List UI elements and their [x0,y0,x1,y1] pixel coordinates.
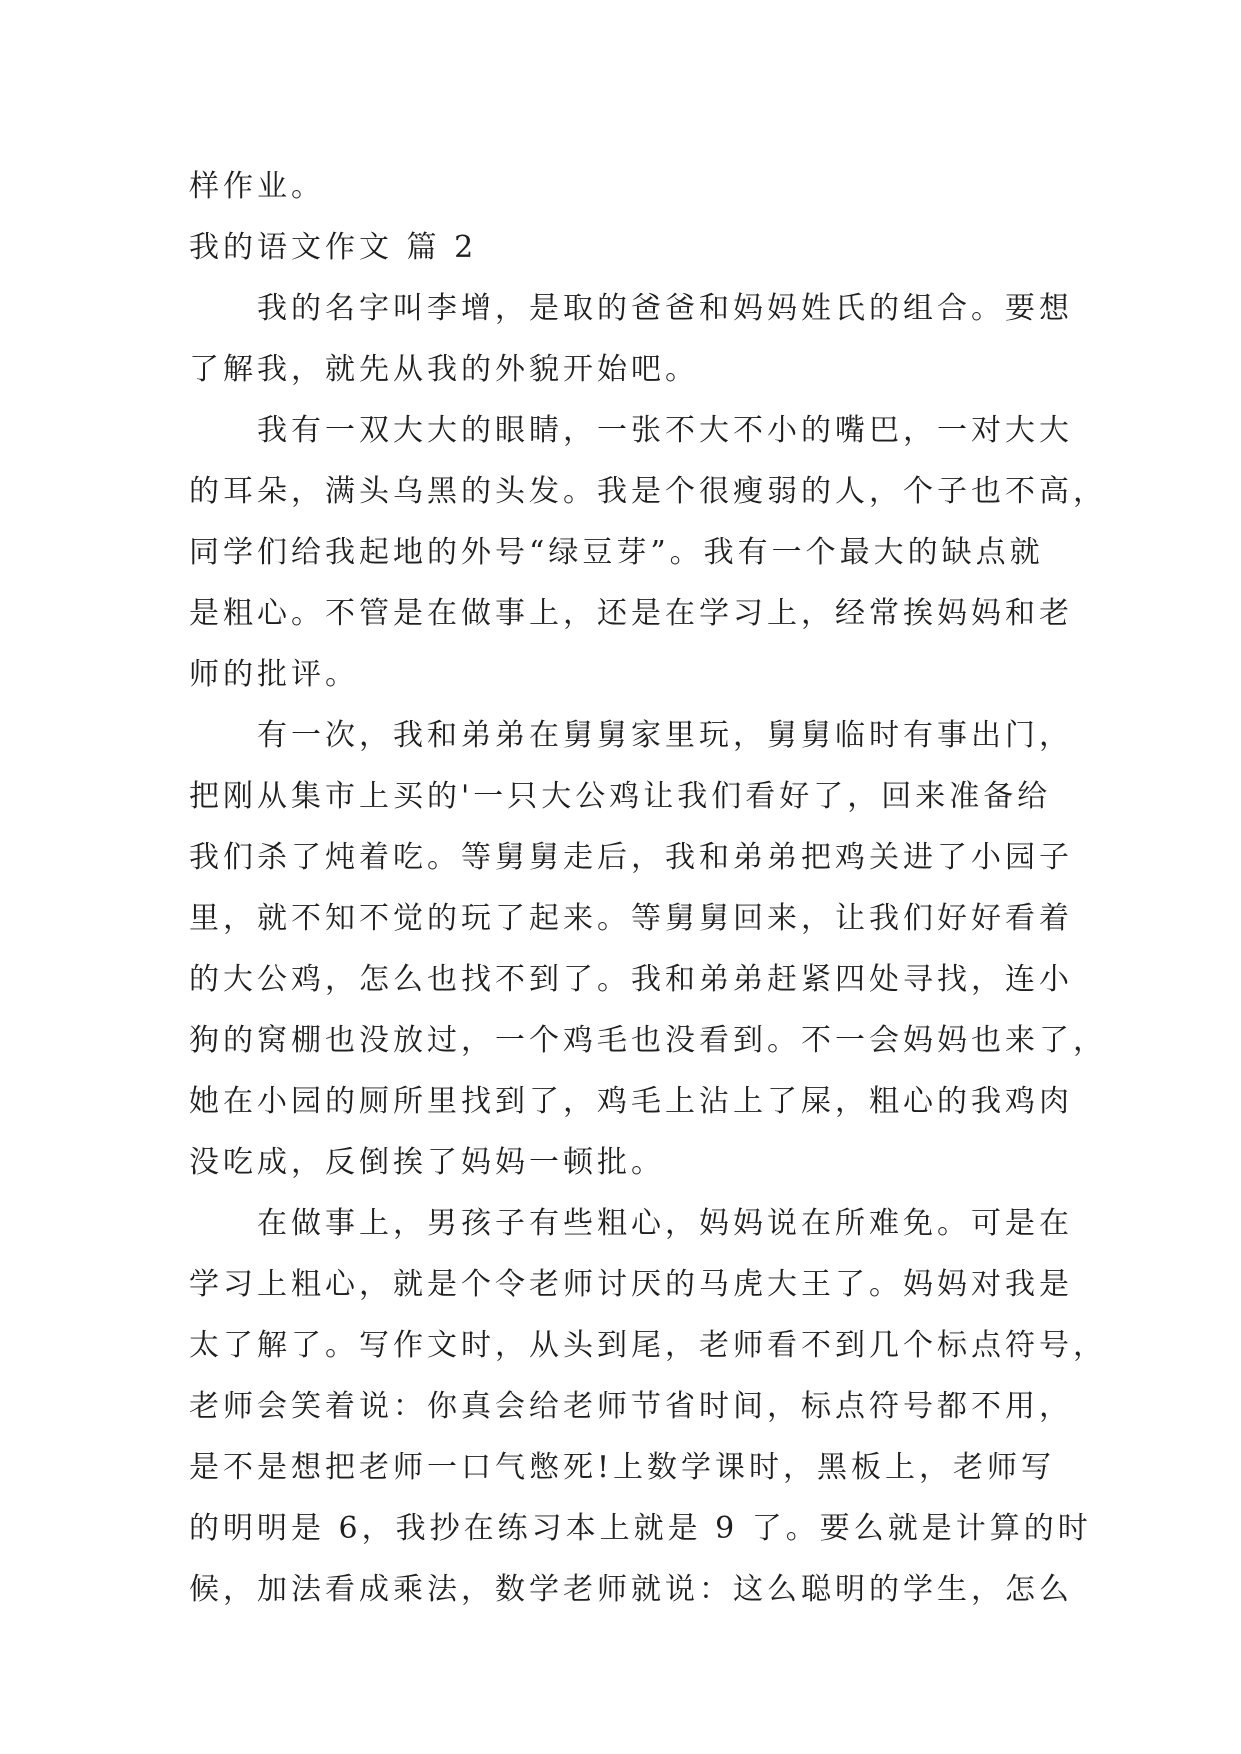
text-line: 我们杀了炖着吃。等舅舅走后，我和弟弟把鸡关进了小园子 [189,840,1073,875]
text-line: 的耳朵，满头乌黑的头发。我是个很瘦弱的人，个子也不高， [189,474,1107,509]
text-line: 的大公鸡，怎么也找不到了。我和弟弟赶紧四处寻找，连小 [189,962,1073,997]
text-line: 师的批评。 [189,657,359,692]
text-line: 我有一双大大的眼睛，一张不大不小的嘴巴，一对大大 [257,413,1073,448]
text-line: 样作业。 [189,169,325,204]
document-body [189,156,1107,1620]
text-line: 狗的窝棚也没放过，一个鸡毛也没看到。不一会妈妈也来了， [189,1023,1107,1058]
text-line: 是粗心。不管是在做事上，还是在学习上，经常挨妈妈和老 [189,596,1073,631]
text-line: 里，就不知不觉的玩了起来。等舅舅回来，让我们好好看着 [189,901,1073,936]
section-heading: 我的语文作文 篇 2 [189,230,478,265]
text-line: 了解我，就先从我的外貌开始吧。 [189,352,699,387]
text-line: 是不是想把老师一口气憋死!上数学课时，黑板上，老师写 [189,1450,1056,1485]
text-line: 候，加法看成乘法，数学老师就说：这么聪明的学生，怎么 [189,1572,1073,1607]
text-line: 的明明是 6，我抄在练习本上就是 9 了。要么就是计算的时 [189,1511,1092,1546]
text-line: 我的名字叫李增，是取的爸爸和妈妈姓氏的组合。要想 [257,291,1073,326]
text-line: 学习上粗心，就是个令老师讨厌的马虎大王了。妈妈对我是 [189,1267,1073,1302]
text-line: 有一次，我和弟弟在舅舅家里玩，舅舅临时有事出门， [257,718,1073,753]
text-line: 没吃成，反倒挨了妈妈一顿批。 [189,1145,665,1180]
text-line: 在做事上，男孩子有些粗心，妈妈说在所难免。可是在 [257,1206,1073,1241]
text-line: 把刚从集市上买的'一只大公鸡让我们看好了，回来准备给 [189,779,1052,814]
text-line: 太了解了。写作文时，从头到尾，老师看不到几个标点符号， [189,1328,1107,1363]
text-line: 老师会笑着说：你真会给老师节省时间，标点符号都不用， [189,1389,1073,1424]
text-line: 她在小园的厕所里找到了，鸡毛上沾上了屎，粗心的我鸡肉 [189,1084,1073,1119]
text-line: 同学们给我起地的外号“绿豆芽”。我有一个最大的缺点就 [189,535,1044,570]
